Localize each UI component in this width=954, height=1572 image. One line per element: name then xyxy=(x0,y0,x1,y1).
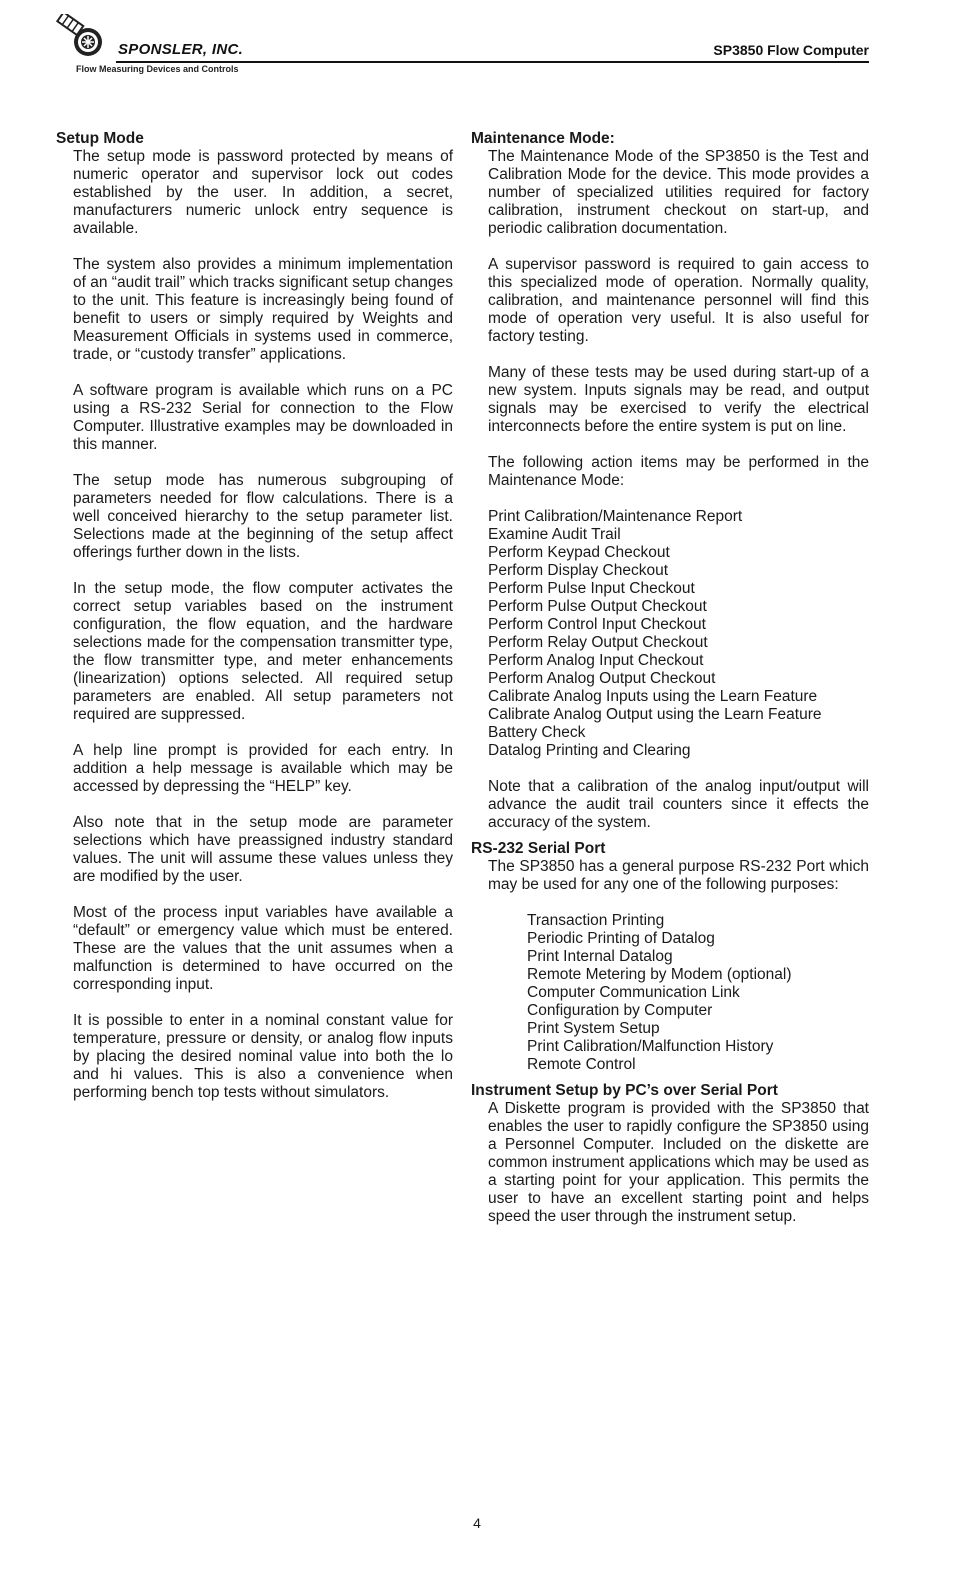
list-item: Perform Pulse Input Checkout xyxy=(488,580,695,597)
flowmeter-logo-icon xyxy=(56,14,126,64)
setup-paragraph: Also note that in the setup mode are parameter selections which have preassigned industry standard values. The unit will assume these values unless they are modified by the user. xyxy=(73,814,453,885)
setup-paragraph: The system also provides a minimum implementation of an “audit trail” which tracks significant setup changes to the unit. This feature is increasingly being found of benefit to users or simply required by Weights and Measurement Officials in systems used in commerce, trade, or “custody transfer” applications. xyxy=(73,256,453,363)
list-item: Perform Relay Output Checkout xyxy=(488,634,708,651)
list-item: Calibrate Analog Output using the Learn Feature xyxy=(488,706,822,723)
page-header xyxy=(56,14,869,74)
maintenance-paragraph: A supervisor password is required to gain access to this specialized mode of operation. Normally quality, calibration, and maintenance personnel will find this mode of operation very useful. It is also useful for factory testing. xyxy=(488,256,869,345)
list-item: Perform Analog Input Checkout xyxy=(488,652,704,669)
list-item: Calibrate Analog Inputs using the Learn Feature xyxy=(488,688,818,705)
right-column xyxy=(471,130,869,1244)
section-title-maintenance-mode: Maintenance Mode: xyxy=(471,130,615,147)
list-item: Perform Pulse Output Checkout xyxy=(488,598,707,615)
maintenance-note: Note that a calibration of the analog input/output will advance the audit trail counters since it effects the accuracy of the system. xyxy=(488,778,869,831)
list-item: Perform Display Checkout xyxy=(488,562,669,579)
list-item: Print Internal Datalog xyxy=(527,948,673,965)
document-title: SP3850 Flow Computer xyxy=(713,42,869,58)
header-rule xyxy=(116,61,869,63)
setup-paragraph: It is possible to enter in a nominal constant value for temperature, pressure or density, or analog flow inputs by placing the desired nominal value into both the lo and hi values. This is also a convenience when performing bench top tests without simulators. xyxy=(73,1012,453,1101)
setup-paragraph: A help line prompt is provided for each entry. In addition a help message is available which may be accessed by depressing the “HELP” key. xyxy=(73,742,453,795)
setup-paragraph: Most of the process input variables have available a “default” or emergency value which must be entered. These are the values that the unit assumes when a malfunction is determined to have occurred on the corresponding input. xyxy=(73,904,453,993)
list-item: Examine Audit Trail xyxy=(488,526,621,543)
section-title-setup-mode: Setup Mode xyxy=(56,130,144,147)
instrument-setup-paragraph: A Diskette program is provided with the SP3850 that enables the user to rapidly configure the SP3850 using a Personnel Computer. Included on the diskette are common instrument applications which may be used as a starting point for your application. This permits the user to have an excellent starting point and helps speed the user through the instrument setup. xyxy=(488,1100,869,1225)
list-item: Datalog Printing and Clearing xyxy=(488,742,691,759)
maintenance-action-list xyxy=(488,508,869,760)
list-item: Battery Check xyxy=(488,724,586,741)
section-title-instrument-setup: Instrument Setup by PC’s over Serial Port xyxy=(471,1082,778,1099)
list-item: Periodic Printing of Datalog xyxy=(527,930,715,947)
setup-paragraph: The setup mode has numerous subgrouping of parameters needed for flow calculations. There is a well conceived hierarchy to the setup parameter list. Selections made at the beginning of the setup affect offerings further down in the lists. xyxy=(73,472,453,561)
maintenance-paragraph: The Maintenance Mode of the SP3850 is the Test and Calibration Mode for the device. This mode provides a number of specialized utilities required for factory calibration, instrument checkout on start-up, and periodic calibration documentation. xyxy=(488,148,869,237)
company-tagline: Flow Measuring Devices and Controls xyxy=(76,64,239,74)
rs232-purpose-list xyxy=(527,912,869,1074)
list-item: Print System Setup xyxy=(527,1020,660,1037)
section-title-rs232: RS-232 Serial Port xyxy=(471,840,606,857)
list-item: Transaction Printing xyxy=(527,912,665,929)
list-item: Perform Analog Output Checkout xyxy=(488,670,716,687)
list-item: Perform Keypad Checkout xyxy=(488,544,670,561)
list-item: Print Calibration/Maintenance Report xyxy=(488,508,743,525)
setup-paragraph: The setup mode is password protected by means of numeric operator and supervisor lock out codes established by the user. In addition, a secret, manufacturers numeric unlock entry sequence is available. xyxy=(73,148,453,237)
maintenance-paragraph: Many of these tests may be used during start-up of a new system. Inputs signals may be read, and output signals may be exercised to verify the electrical interconnects before the entire system is put on line. xyxy=(488,364,869,435)
rs232-intro: The SP3850 has a general purpose RS-232 Port which may be used for any one of the following purposes: xyxy=(488,858,869,893)
list-item: Remote Control xyxy=(527,1056,636,1073)
list-item: Perform Control Input Checkout xyxy=(488,616,706,633)
maintenance-paragraph: The following action items may be performed in the Maintenance Mode: xyxy=(488,454,869,489)
company-name: SPONSLER, INC. xyxy=(118,41,244,58)
company-logo xyxy=(56,14,316,74)
setup-paragraph: In the setup mode, the flow computer activates the correct setup variables based on the instrument configuration, the flow equation, and the hardware selections made for the compensation transmitter type, the flow transmitter type, and meter enhancements (linearization) options selected. All required setup parameters are enabled. All setup parameters not required are suppressed. xyxy=(73,580,453,723)
list-item: Configuration by Computer xyxy=(527,1002,713,1019)
list-item: Remote Metering by Modem (optional) xyxy=(527,966,792,983)
list-item: Computer Communication Link xyxy=(527,984,740,1001)
left-column xyxy=(56,130,453,1120)
setup-paragraph: A software program is available which runs on a PC using a RS-232 Serial for connection to the Flow Computer. Illustrative examples may be downloaded in this manner. xyxy=(73,382,453,453)
list-item: Print Calibration/Malfunction History xyxy=(527,1038,774,1055)
page-number: 4 xyxy=(473,1515,481,1531)
